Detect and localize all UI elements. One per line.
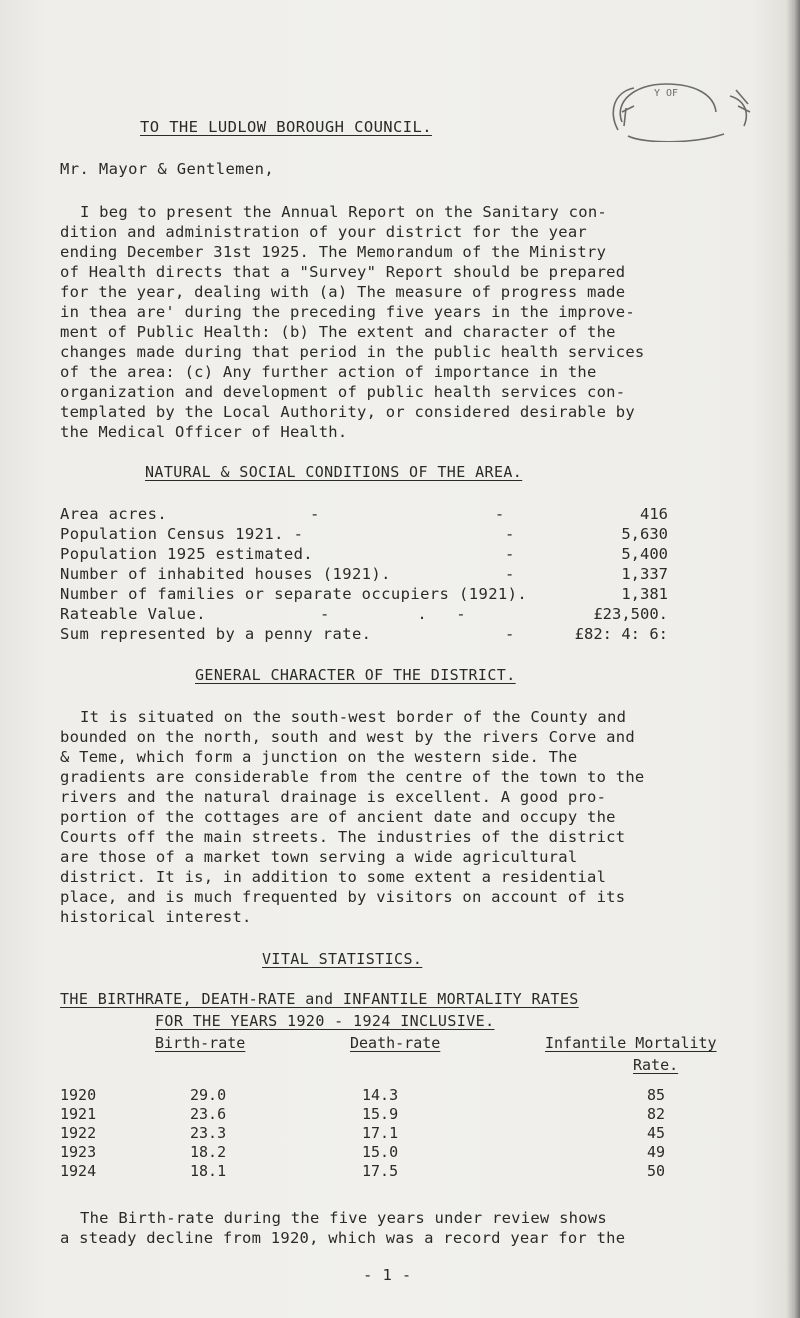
table-cell-year: 1923 (60, 1143, 97, 1161)
section-heading-general-character: GENERAL CHARACTER OF THE DISTRICT. (195, 666, 516, 684)
general-line: district. It is, in addition to some extent a residential (60, 868, 607, 886)
general-line: historical interest. (60, 908, 252, 926)
intro-line: dition and administration of your district for the year (60, 223, 587, 241)
intro-line: templated by the Local Authority, or considered desirable by (60, 403, 635, 421)
general-line: Courts off the main streets. The industries of the district (60, 828, 626, 846)
general-line: gradients are considerable from the centre of the town to the (60, 768, 645, 786)
table-cell-year: 1924 (60, 1162, 97, 1180)
table-caption-line-2: FOR THE YEARS 1920 - 1924 INCLUSIVE. (155, 1012, 495, 1030)
column-header-birth-rate: Birth-rate (155, 1034, 246, 1052)
condition-value: 5,630 (621, 525, 668, 543)
column-header-rate: Rate. (633, 1056, 679, 1074)
condition-label: Number of families or separate occupiers (1921). (60, 585, 528, 603)
salutation: Mr. Mayor & Gentlemen, (60, 160, 275, 178)
table-cell-infantile-rate: 82 (647, 1105, 666, 1123)
page-edge-shadow (786, 0, 800, 1318)
section-heading-natural-social: NATURAL & SOCIAL CONDITIONS OF THE AREA. (145, 463, 523, 481)
intro-line: organization and development of public health services con- (60, 383, 626, 401)
condition-value: 1,337 (621, 565, 668, 583)
condition-value: 1,381 (621, 585, 668, 603)
condition-value: 416 (640, 505, 668, 523)
section-heading-vital-statistics: VITAL STATISTICS. (262, 950, 423, 968)
condition-leader: - (505, 525, 515, 543)
table-cell-infantile-rate: 85 (647, 1086, 666, 1104)
column-header-death-rate: Death-rate (350, 1034, 441, 1052)
table-cell-death-rate: 17.5 (362, 1162, 399, 1180)
condition-value: 5,400 (621, 545, 668, 563)
intro-line: of Health directs that a "Survey" Report should be prepared (60, 263, 626, 281)
table-cell-infantile-rate: 45 (647, 1124, 666, 1142)
condition-leader: - (505, 625, 515, 643)
intro-line: of the area: (c) Any further action of importance in the (60, 363, 597, 381)
table-cell-infantile-rate: 49 (647, 1143, 666, 1161)
page-number: - 1 - (363, 1266, 412, 1284)
general-line: & Teme, which form a junction on the western side. The (60, 748, 578, 766)
condition-label: Rateable Value. (60, 605, 206, 623)
general-line: It is situated on the south-west border of the County and (80, 708, 627, 726)
intro-line: changes made during that period in the public health services (60, 343, 645, 361)
table-caption-line-1: THE BIRTHRATE, DEATH-RATE and INFANTILE MORTALITY RATES (60, 990, 579, 1008)
table-cell-year: 1922 (60, 1124, 97, 1142)
table-cell-birth-rate: 23.3 (190, 1124, 227, 1142)
table-cell-year: 1921 (60, 1105, 97, 1123)
seal-lettering: Y OF (654, 88, 679, 99)
closing-line: a steady decline from 1920, which was a record year for the (60, 1229, 626, 1247)
condition-label: Sum represented by a penny rate. (60, 625, 372, 643)
condition-value: £23,500. (593, 605, 668, 623)
table-cell-infantile-rate: 50 (647, 1162, 666, 1180)
closing-line: The Birth-rate during the five years under review shows (80, 1209, 607, 1227)
table-cell-birth-rate: 18.2 (190, 1143, 227, 1161)
table-cell-birth-rate: 23.6 (190, 1105, 227, 1123)
condition-leader: - - (310, 505, 505, 523)
document-title: TO THE LUDLOW BOROUGH COUNCIL. (140, 118, 432, 136)
intro-line: ment of Public Health: (b) The extent and character of the (60, 323, 616, 341)
intro-line: the Medical Officer of Health. (60, 423, 348, 441)
intro-line: ending December 31st 1925. The Memorandum of the Ministry (60, 243, 607, 261)
table-cell-death-rate: 15.9 (362, 1105, 399, 1123)
intro-line: in thea are' during the preceding five years in the improve- (60, 303, 635, 321)
general-line: portion of the cottages are of ancient date and occupy the (60, 808, 616, 826)
condition-label: Population 1925 estimated. (60, 545, 314, 563)
condition-label: Area acres. (60, 505, 168, 523)
general-line: are those of a market town serving a wide agricultural (60, 848, 578, 866)
condition-value: £82: 4: 6: (574, 625, 668, 643)
table-cell-death-rate: 14.3 (362, 1086, 399, 1104)
column-header-infantile-mortality: Infantile Mortality (545, 1034, 717, 1052)
condition-leader: - (505, 565, 515, 583)
general-line: place, and is much frequented by visitors on account of its (60, 888, 626, 906)
table-cell-year: 1920 (60, 1086, 97, 1104)
borough-seal-stamp-icon (604, 82, 754, 142)
condition-leader: - . - (320, 605, 466, 623)
intro-line: I beg to present the Annual Report on the Sanitary con- (80, 203, 607, 221)
table-cell-death-rate: 17.1 (362, 1124, 399, 1142)
table-cell-birth-rate: 29.0 (190, 1086, 227, 1104)
intro-line: for the year, dealing with (a) The measure of progress made (60, 283, 626, 301)
table-cell-birth-rate: 18.1 (190, 1162, 227, 1180)
condition-label: Number of inhabited houses (1921). (60, 565, 391, 583)
general-line: bounded on the north, south and west by the rivers Corve and (60, 728, 635, 746)
general-line: rivers and the natural drainage is excellent. A good pro- (60, 788, 607, 806)
table-cell-death-rate: 15.0 (362, 1143, 399, 1161)
condition-label: Population Census 1921. - (60, 525, 304, 543)
condition-leader: - (505, 545, 515, 563)
